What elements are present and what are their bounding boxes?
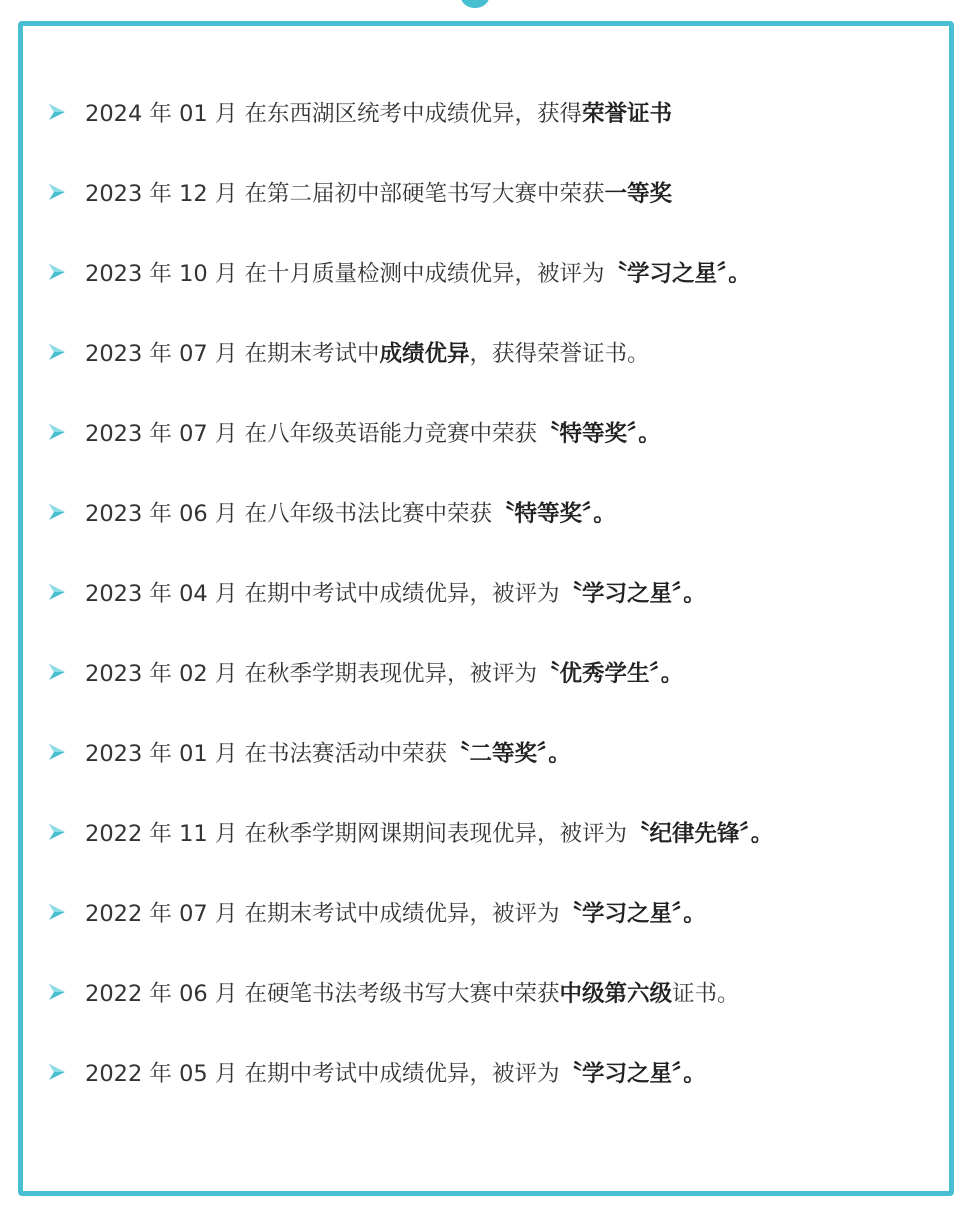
- achievement-text: 2023 年 07 月 在期末考试中: [85, 341, 380, 367]
- achievement-text: 2023 年 10 月 在十月质量检测中成绩优异，被评为: [85, 261, 605, 287]
- chevron-right-icon: [48, 181, 66, 203]
- chevron-right-icon: [48, 581, 66, 603]
- achievement-item: [48, 152, 920, 232]
- achievement-item: [48, 472, 920, 552]
- achievement-highlight: 〝特等奖〞。: [537, 421, 661, 447]
- achievement-text: 2022 年 11 月 在秋季学期网课期间表现优异，被评为: [85, 821, 628, 847]
- achievement-item: [48, 872, 920, 952]
- achievement-text: 2022 年 06 月 在硬笔书法考级书写大赛中荣获: [85, 981, 560, 1007]
- achievement-highlight: 〝优秀学生〞。: [537, 661, 684, 687]
- achievement-text: 2023 年 04 月 在期中考试中成绩优异，被评为: [85, 581, 560, 607]
- achievement-item: [48, 792, 920, 872]
- achievement-item: [48, 952, 920, 1032]
- achievement-item: [48, 552, 920, 632]
- achievement-highlight: 中级第六级: [559, 981, 673, 1007]
- achievement-highlight: 〝学习之星〞。: [604, 261, 751, 287]
- achievement-text: 2022 年 05 月 在期中考试中成绩优异，被评为: [85, 1061, 560, 1087]
- achievement-highlight: 荣誉证书: [582, 101, 673, 127]
- decorative-tab: [460, 0, 490, 8]
- achievement-item: [48, 72, 920, 152]
- achievement-highlight: 〝特等奖〞。: [492, 501, 616, 527]
- achievement-text: 2024 年 01 月 在东西湖区统考中成绩优异，获得: [85, 101, 583, 127]
- achievement-highlight: 〝学习之星〞。: [559, 581, 706, 607]
- chevron-right-icon: [48, 901, 66, 923]
- achievement-text: 2023 年 12 月 在第二届初中部硬笔书写大赛中荣获: [85, 181, 605, 207]
- chevron-right-icon: [48, 501, 66, 523]
- achievement-text: 2023 年 07 月 在八年级英语能力竞赛中荣获: [85, 421, 538, 447]
- achievement-item: [48, 712, 920, 792]
- achievement-text: 2023 年 02 月 在秋季学期表现优异，被评为: [85, 661, 538, 687]
- achievement-highlight: 〝学习之星〞。: [559, 1061, 706, 1087]
- achievement-item: [48, 312, 920, 392]
- achievement-item: [48, 392, 920, 472]
- achievement-list: [48, 72, 920, 1112]
- achievement-text: ，获得荣誉证书。: [469, 341, 650, 367]
- achievement-text: 2023 年 01 月 在书法赛活动中荣获: [85, 741, 447, 767]
- chevron-right-icon: [48, 421, 66, 443]
- achievement-text: 证书。: [672, 981, 740, 1007]
- chevron-right-icon: [48, 101, 66, 123]
- achievement-text: 2022 年 07 月 在期末考试中成绩优异，被评为: [85, 901, 560, 927]
- chevron-right-icon: [48, 981, 66, 1003]
- achievement-highlight: 成绩优异: [379, 341, 470, 367]
- chevron-right-icon: [48, 1061, 66, 1083]
- achievement-text: 2023 年 06 月 在八年级书法比赛中荣获: [85, 501, 493, 527]
- chevron-right-icon: [48, 661, 66, 683]
- achievement-highlight: 〝二等奖〞。: [447, 741, 571, 767]
- achievement-highlight: 一等奖: [604, 181, 673, 207]
- chevron-right-icon: [48, 341, 66, 363]
- achievement-highlight: 〝纪律先锋〞。: [627, 821, 774, 847]
- achievement-item: [48, 232, 920, 312]
- chevron-right-icon: [48, 821, 66, 843]
- achievement-item: [48, 1032, 920, 1112]
- chevron-right-icon: [48, 261, 66, 283]
- chevron-right-icon: [48, 741, 66, 763]
- achievement-highlight: 〝学习之星〞。: [559, 901, 706, 927]
- achievement-item: [48, 632, 920, 712]
